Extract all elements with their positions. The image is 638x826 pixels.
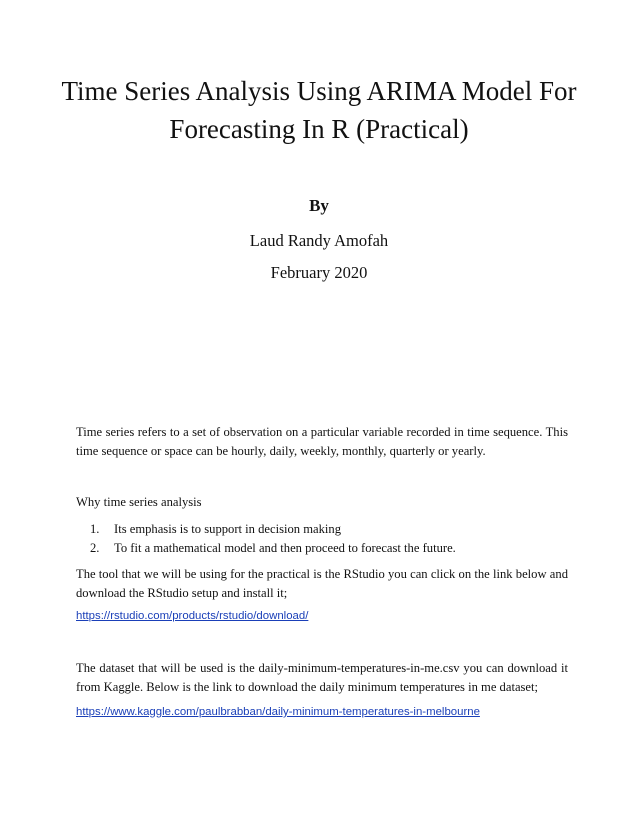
dataset-paragraph: The dataset that will be used is the daily-minimum-temperatures-in-me.csv you can download it from Kaggle. Below is the link to download the daily minimum temperatures in me dataset; bbox=[76, 661, 568, 694]
intro-paragraph: Time series refers to a set of observation on a particular variable recorded in time sequence. This time sequence or space can be hourly, daily, weekly, monthly, quarterly or yearly. bbox=[76, 425, 568, 458]
list-item-text: Its emphasis is to support in decision making bbox=[114, 522, 342, 536]
publication-date: February 2020 bbox=[270, 263, 368, 282]
reasons-list bbox=[90, 520, 456, 558]
title-line-2: Forecasting In R (Practical) bbox=[169, 114, 469, 144]
tool-paragraph: The tool that we will be using for the practical is the RStudio you can click on the link below and download the RStudio setup and install it; bbox=[76, 567, 568, 600]
list-item bbox=[90, 520, 456, 539]
kaggle-dataset-link[interactable]: https://www.kaggle.com/paulbrabban/daily-minimum-temperatures-in-melbourne bbox=[76, 706, 480, 718]
title-line-1: Time Series Analysis Using ARIMA Model For bbox=[61, 76, 577, 106]
author-name: Laud Randy Amofah bbox=[249, 231, 389, 250]
why-heading: Why time series analysis bbox=[76, 495, 202, 509]
document-title bbox=[40, 72, 598, 148]
list-item bbox=[90, 539, 456, 558]
by-label: By bbox=[309, 196, 329, 215]
list-number: 1. bbox=[90, 522, 100, 536]
list-item-text: To fit a mathematical model and then proceed to forecast the future. bbox=[114, 541, 456, 555]
rstudio-download-link[interactable]: https://rstudio.com/products/rstudio/download/ bbox=[76, 610, 309, 622]
list-number: 2. bbox=[90, 541, 100, 555]
